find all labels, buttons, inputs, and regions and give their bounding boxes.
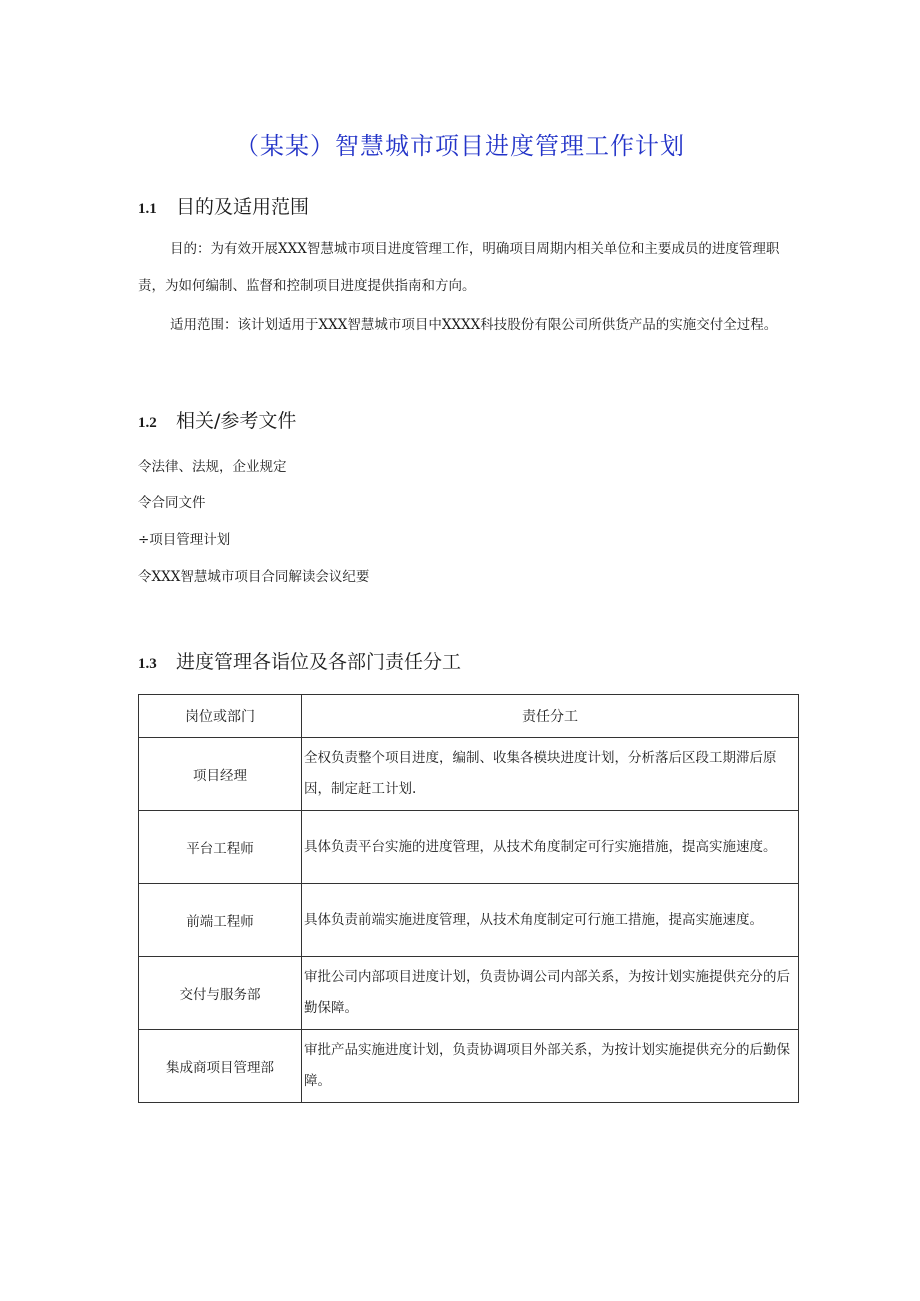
position-cell: 项目经理 [139,738,302,811]
scope-paragraph: 适用范围：该计划适用于XXX智慧城市项目中XXXX科技股份有限公司所供货产品的实施交付全过程。 [170,317,778,333]
table-row [139,957,799,1030]
section-title: 相关/参考文件 [176,410,297,432]
reference-item: 令法律、法规，企业规定 [138,459,287,475]
duty-cell: 具体负责前端实施进度管理，从技术角度制定可行施工措施，提高实施速度。 [302,884,799,957]
section-number: 1.1 [138,201,157,217]
purpose-paragraph: 目的：为有效开展XXX智慧城市项目进度管理工作，明确项目周期内相关单位和主要成员的进度管理职责，为如何编制、监督和控制项目进度提供指南和方向。 [138,241,780,294]
reference-item: 令XXX智慧城市项目合同解读会议纪要 [138,569,370,585]
header-duty: 责任分工 [302,695,799,738]
section-number: 1.3 [138,656,157,672]
section-title: 目的及适用范围 [176,196,310,218]
section-number: 1.2 [138,415,157,431]
responsibility-table [138,694,799,1103]
section-heading-1-3 [138,647,461,674]
position-cell: 交付与服务部 [139,957,302,1030]
table-row [139,1030,799,1103]
duty-cell: 审批产品实施进度计划，负责协调项目外部关系，为按计划实施提供充分的后勤保障。 [302,1030,799,1103]
table-row [139,884,799,957]
document-title: （某某）智慧城市项目进度管理工作计划 [235,132,685,160]
duty-cell: 审批公司内部项目进度计划，负责协调公司内部关系，为按计划实施提供充分的后勤保障。 [302,957,799,1030]
position-cell: 前端工程师 [139,884,302,957]
reference-item: 令合同文件 [138,495,206,511]
section-title: 进度管理各诣位及各部门责任分工 [176,651,462,673]
duty-cell: 全权负责整个项目进度，编制、收集各模块进度计划，分析落后区段工期滞后原因，制定赶工计划. [302,738,799,811]
position-cell: 平台工程师 [139,811,302,884]
section-heading-1-2 [138,406,296,433]
table-header-row [139,695,799,738]
table-row [139,738,799,811]
header-position: 岗位或部门 [139,695,302,738]
reference-item: ÷项目管理计划 [138,532,231,548]
table-row [139,811,799,884]
position-cell: 集成商项目管理部 [139,1030,302,1103]
duty-cell: 具体负责平台实施的进度管理，从技术角度制定可行实施措施，提高实施速度。 [302,811,799,884]
section-heading-1-1 [138,192,309,219]
